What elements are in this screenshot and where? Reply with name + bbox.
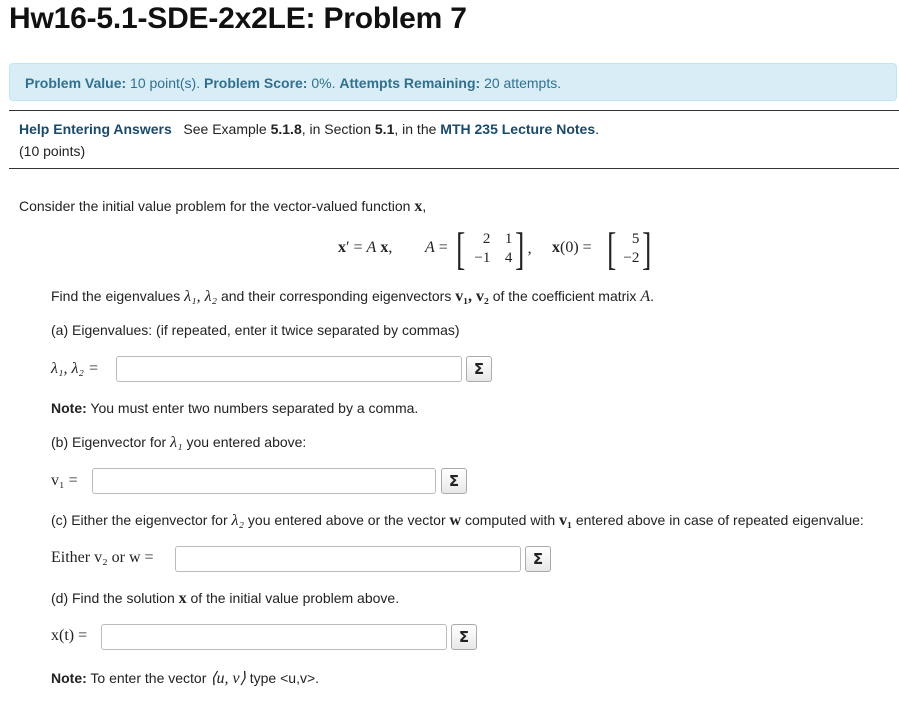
attempts-remaining: 20 attempts. — [484, 75, 562, 91]
find-vecs: v₁, v₂ — [455, 288, 489, 305]
x0-cell: 5 — [631, 231, 640, 247]
part-a-prompt: λ₁, λ₂ = — [51, 360, 99, 377]
find-text: Find the eigenvalues — [51, 288, 181, 304]
ode-equation: x′ = A x, — [338, 239, 393, 256]
part-c-v1: v₁ — [559, 512, 572, 529]
equation-editor-button-a[interactable]: Σ — [466, 356, 492, 382]
divider-bottom — [9, 168, 899, 169]
part-d-prompt: x(t) = — [51, 627, 88, 644]
matrix-a-cell: −1 — [474, 250, 491, 266]
help-text: . — [595, 121, 599, 137]
solution-input[interactable] — [101, 624, 447, 650]
intro-sentence: Consider the initial value problem for the vector-valued function — [19, 198, 411, 214]
eigenvalues-input[interactable] — [116, 356, 462, 382]
part-b-var: λ₁ — [170, 434, 183, 451]
part-c-prompt: Either v₂ or w = — [51, 549, 154, 566]
problem-info-text — [25, 75, 561, 91]
note-2-text: To enter the vector — [90, 670, 207, 686]
note-1 — [51, 400, 418, 416]
help-line — [19, 121, 599, 137]
note-1-text: You must enter two numbers separated by a comma. — [90, 400, 419, 416]
matrix-a-cell: 2 — [482, 231, 491, 247]
part-b-prompt: v₁ = — [51, 472, 78, 489]
help-section: 5.1 — [374, 121, 395, 137]
part-c-text: (c) Either the eigenvector for — [51, 512, 228, 528]
problem-value: 10 point(s). — [130, 75, 201, 91]
part-d-text: (d) Find the solution — [51, 590, 175, 606]
part-c-text: you entered above or the vector — [247, 512, 446, 528]
find-text: and their corresponding eigenvectors — [220, 288, 452, 304]
problem-value-label: Problem Value: — [25, 75, 127, 91]
help-text: See Example — [183, 121, 267, 137]
intro-end: , — [422, 198, 427, 214]
part-b-text: (b) Eigenvector for — [51, 434, 167, 450]
find-lambdas: λ₁, λ₂ — [184, 288, 218, 305]
note-2-label: Note: — [51, 670, 87, 686]
matrix-a-cell: 4 — [504, 250, 513, 266]
help-text: , in Section — [301, 121, 371, 137]
intro-text — [19, 198, 426, 216]
matrix-a-cell: 1 — [504, 231, 513, 247]
part-c-text: computed with — [464, 512, 556, 528]
x0-equals: x(0) = — [552, 239, 592, 256]
part-d-label — [51, 590, 399, 608]
part-d-text: of the initial value problem above. — [190, 590, 400, 606]
page-title: Hw16-5.1-SDE-2x2LE: Problem 7 — [9, 2, 467, 35]
note-2 — [51, 668, 319, 688]
part-c-var: λ₂ — [231, 512, 245, 529]
find-a: A — [640, 288, 651, 305]
a-equals: A = — [425, 239, 448, 256]
part-b-label — [51, 434, 306, 452]
equation-editor-button-b[interactable]: Σ — [441, 468, 467, 494]
lecture-notes-link[interactable]: MTH 235 Lecture Notes — [440, 121, 596, 137]
help-entering-answers-link[interactable]: Help Entering Answers — [19, 121, 172, 137]
part-a-label: (a) Eigenvalues: (if repeated, enter it twice separated by commas) — [51, 322, 460, 338]
part-b-text: you entered above: — [186, 434, 307, 450]
divider-top — [9, 110, 899, 111]
eigenvector-v2-or-w-input[interactable] — [175, 546, 521, 572]
note-1-label: Note: — [51, 400, 87, 416]
vector-x0: [ 5 −2 ] — [607, 223, 652, 274]
part-c-label — [51, 512, 864, 530]
matrix-a: [ 2 1 −1 4 ] , — [456, 223, 532, 274]
intro-var: x — [414, 198, 423, 215]
part-c-w: w — [449, 512, 462, 529]
problem-score: 0%. — [311, 75, 336, 91]
x0-cell: −2 — [623, 250, 640, 266]
help-text: , in the — [394, 121, 437, 137]
part-d-var: x — [178, 590, 187, 607]
find-eigen-text: Find the eigenvalues λ₁, λ₂ and their corresponding eigenvectors v₁, v₂ of the coefficient matrix A. — [51, 288, 654, 305]
equation-editor-button-c[interactable]: Σ — [525, 546, 551, 572]
problem-info-box — [9, 63, 897, 101]
part-c-text: entered above in case of repeated eigenvalue: — [575, 512, 864, 528]
note-2-vec: ⟨u, v⟩ — [210, 670, 246, 687]
note-2-text: type <u,v>. — [249, 670, 320, 686]
equation-editor-button-d[interactable]: Σ — [451, 624, 477, 650]
help-example: 5.1.8 — [270, 121, 302, 137]
problem-score-label: Problem Score: — [203, 75, 308, 91]
find-text: of the coefficient matrix — [492, 288, 637, 304]
eigenvector-v1-input[interactable] — [92, 468, 436, 494]
attempts-remaining-label: Attempts Remaining: — [339, 75, 481, 91]
points-text: (10 points) — [19, 143, 86, 159]
